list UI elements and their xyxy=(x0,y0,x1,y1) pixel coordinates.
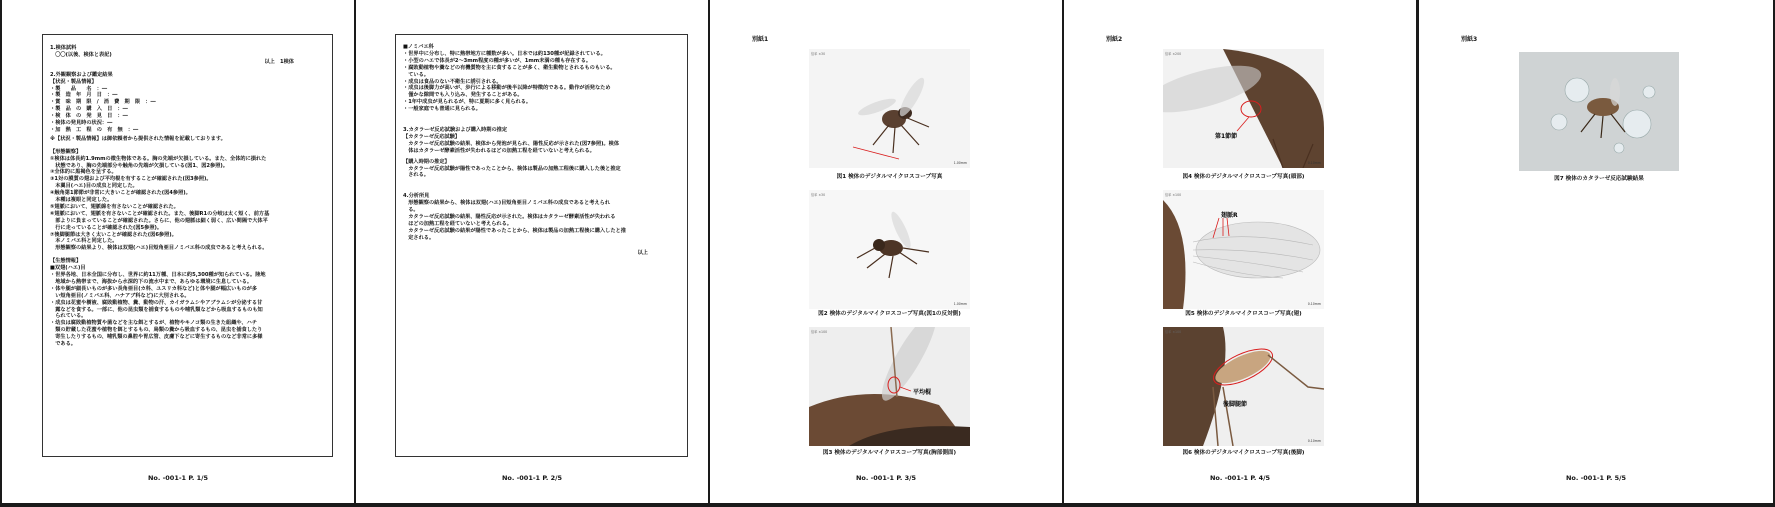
text-line: ・製 品 名 ：― xyxy=(50,85,108,92)
annex-label: 別紙3 xyxy=(1461,36,1478,43)
text-line: 類の貯蔵した花蜜や植物を餌とするもの、鳥類の糞から吸血するもの、昆虫を捕食したり xyxy=(50,327,263,334)
page-1 xyxy=(2,0,354,503)
fly-dorsal-image xyxy=(809,49,970,168)
text-line: カタラーゼ反応試験の結果、陽性反応が示された。検体はカタラーゼ酵素活性が失われる xyxy=(403,214,616,220)
text-line: ・加 熱 工 程 の 有 無 ：― xyxy=(50,126,139,133)
text-line: ①検体は体長約1.9mmの微生物体である。胸の先端が欠損している。また、全体的に損れた xyxy=(50,155,267,162)
text-line: 体はカタラーゼ酵素活性が失われるほどの加熱工程を経ていないと考えられる。 xyxy=(403,147,595,154)
wing-vein-label: 翅脈R xyxy=(1221,212,1238,219)
text-line: ・製 品 の 購 入 日 ：― xyxy=(50,106,128,113)
figure-2-scale-bar: 1.00mm xyxy=(953,302,967,306)
figure-3-photo xyxy=(809,327,970,446)
text-line: 2.外観観察および鑑定結果 xyxy=(50,71,113,78)
text-line: 〇〇(以後、検体と表記) xyxy=(50,51,112,58)
figure-3-caption: 図3 検体のデジタルマイクロスコープ写真(胸部側面) xyxy=(822,450,957,456)
text-line: である。 xyxy=(50,341,76,347)
text-line: ・成虫は花蜜や樹液、腐敗動植物、糞、動物の汗、カイガラムシやアブラムシが分泌する甘 xyxy=(50,299,263,306)
text-line: 形態観察の結果から、検体は双翅(ハエ)目短角亜目ノミバエ科の成虫であると考えられ xyxy=(403,200,611,207)
text-line: ・幼虫は腐敗動植物質や菌などを主な餌とするが、植物やキノコ類の生きた組織や、ハチ xyxy=(50,320,258,327)
text-line: 本種は複眼と同定した。 xyxy=(50,197,113,203)
fly-hind-leg-image xyxy=(1163,327,1324,446)
figure-7-photo xyxy=(1519,52,1679,171)
text-line: 【形態観察】 xyxy=(50,148,82,155)
text-line: カタラーゼ反応試験が陽性であったことから、検体は製品の加熱工程後に購入した後と推定 xyxy=(403,165,621,172)
catalase-test-image xyxy=(1519,52,1679,171)
text-line: ・検 体 の 発 見 日 ：― xyxy=(50,113,128,120)
text-line: ⑥翅脈において、翅脈を有さないことが確認された。また、後脚R1の分岐は太く短く、前方基 xyxy=(50,210,270,217)
text-line: ほどの加熱工程を経ていないと考えられる。 xyxy=(403,220,512,227)
text-line: カタラーゼ反応試験の結果が陽性であったことから、検体は製品の加熱工程後に購入したと推 xyxy=(403,227,626,234)
fly-thorax-side-image xyxy=(809,327,970,446)
text-line: される。 xyxy=(403,172,429,179)
page-4-footer: No. -001-1 P. 4/5 xyxy=(1209,474,1271,482)
text-line: 行に走っていることが確認された(図5参照)。 xyxy=(50,224,163,231)
text-line: 3.カタラーゼ反応試験および購入時期の推定 xyxy=(403,127,508,133)
text-line: 露などを食する。一部に、他の昆虫類を捕食するものや哺乳類などから吸血するものも知 xyxy=(50,306,263,313)
figure-6-caption: 図6 検体のデジタルマイクロスコープ写真(後脚) xyxy=(1182,450,1305,456)
page-5 xyxy=(1419,0,1773,503)
fly-wing-image xyxy=(1163,190,1324,309)
text-line: ■双翅(ハエ)目 xyxy=(50,265,86,272)
text-line: ・1年中成虫が見られるが、特に夏期に多く見られる。 xyxy=(403,99,532,106)
text-line: ・成虫は後脚力が高いが、歩行による移動が後半以降が特徴的である。動作が活発なため xyxy=(403,85,611,92)
text-line: カタラーゼ反応試験の結果、検体から発泡が見られ、陽性反応が示された(図7参照)。検体 xyxy=(403,140,620,147)
page-2 xyxy=(356,0,708,503)
figure-6-magnification: 倍率 ×100 xyxy=(1165,330,1182,334)
figure-6-photo xyxy=(1163,327,1324,446)
halteres-label: 平均棍 xyxy=(913,389,932,396)
text-line: 【カタラーゼ反応試験】 xyxy=(403,133,460,140)
text-line: 定される。 xyxy=(403,234,435,241)
text-line: 以上 xyxy=(637,249,648,256)
text-line: られている。 xyxy=(50,313,87,320)
text-line: ・賞 味 期 限 / 消 費 期 限 ：― xyxy=(50,99,156,106)
text-line: ・世界各地、日本全国に分布し、世界に約11万種、日本に約5,300種が知られている。陸地 xyxy=(50,272,266,278)
figure-5-scale-bar: 0.10mm xyxy=(1307,302,1321,306)
figure-5-caption: 図5 検体のデジタルマイクロスコープ写真(翅) xyxy=(1185,311,1302,317)
text-line: ④触角第1節節が非常に大きいことが確認された(図4参照)。 xyxy=(50,190,191,197)
page-4 xyxy=(1064,0,1416,503)
fly-opposite-side-image xyxy=(809,190,970,309)
text-line: 【購入時期の推定】 xyxy=(403,158,450,165)
fly-head-image xyxy=(1163,49,1324,168)
figure-4-caption: 図4 検体のデジタルマイクロスコープ写真(頭部) xyxy=(1182,174,1305,180)
text-line: 地域から熱帯まで、海抜から水深的下の流水中まで、あらゆる環境に生息している。 xyxy=(50,278,253,285)
text-line: ・腐敗動植物や糞などの有機質物を主に食することが多く、衛生動物とされるものもいる。 xyxy=(403,64,616,71)
text-line: ている。 xyxy=(403,71,429,78)
annex-label: 別紙2 xyxy=(1106,36,1123,43)
text-line: ・世界中に分布し、特に熱帯地方に種数が多い。日本では約130種が記録されている。 xyxy=(403,50,606,57)
text-line: ②全体的に黒褐色を呈する。 xyxy=(50,169,117,176)
figure-1-photo xyxy=(809,49,970,168)
page-2-footer: No. -001-1 P. 2/5 xyxy=(501,474,563,482)
figure-4-scale-bar: 0.10mm xyxy=(1307,161,1321,165)
page-3 xyxy=(710,0,1062,503)
figure-5-photo xyxy=(1163,190,1324,309)
figure-1-scale-bar: 1.00mm xyxy=(953,161,967,165)
figure-2-photo xyxy=(809,190,970,309)
figure-5-magnification: 倍率 ×100 xyxy=(1165,193,1182,197)
text-line: 形態観察の結果より、検体は双翅(ハエ)目短角亜目ノミバエ科の成虫であると考えられる。 xyxy=(50,245,268,252)
figure-1-caption: 図1 検体のデジタルマイクロスコープ写真 xyxy=(836,174,943,180)
text-line: 僅かな隙間でも入り込み、発生することがある。 xyxy=(403,92,523,99)
text-line: ・体や腿が細長いものが多い長角亜目(カ科、ユスリカ科など)と体や腿が幅広いものが多 xyxy=(50,285,258,292)
antenna-segment-label: 第1節節 xyxy=(1215,133,1238,140)
figure-7-caption: 図7 検体のカタラーゼ反応試験結果 xyxy=(1554,176,1644,182)
text-line: 4.分析所見 xyxy=(403,193,430,200)
text-line: い短角亜目(ノミバエ科、ハナアブ科など)に大別される。 xyxy=(50,292,190,299)
figure-1-magnification: 倍率 ×30 xyxy=(811,52,826,56)
page-1-footer: No. -001-1 P. 1/5 xyxy=(147,474,209,482)
text-line: ・一般家庭でも普通に見られる。 xyxy=(403,106,481,113)
text-line: 以上 1検体 xyxy=(264,58,294,65)
text-line: ⑦後脚腿節は大きく太いことが確認された(図6参照)。 xyxy=(50,231,177,238)
text-line: 【状況・製品情報】 xyxy=(50,78,97,85)
figure-2-magnification: 倍率 ×30 xyxy=(811,193,826,197)
text-line: ※【状況・製品情報】は御依頼者から提供された情報を記載しております。 xyxy=(50,135,226,142)
text-line: ・検体の発見時の状況：― xyxy=(50,120,113,126)
text-line: ③1対の膜質の翅および平均棍を有することが確認された(図3参照)。 xyxy=(50,176,212,183)
hind-femur-label: 後脚腿節 xyxy=(1223,401,1248,408)
text-line: る。 xyxy=(403,207,419,214)
text-line: 部よりに負まっていることが確認された。さらに、他の翅脈は細く弱く、広い間隔で大体平 xyxy=(50,217,268,224)
figure-4-photo xyxy=(1163,49,1324,168)
text-line: 本ノミバエ科と同定した。 xyxy=(50,238,118,245)
text-line: ・小型のハエで体長が2～3mm程度の種が多いが、1mm未満の種も存在する。 xyxy=(403,57,592,64)
text-line: 1.検体試料 xyxy=(50,45,77,51)
text-line: ■ノミバエ科 xyxy=(403,44,434,50)
figure-2-caption: 図2 検体のデジタルマイクロスコープ写真(図1の反対側) xyxy=(818,311,961,317)
text-line: ・製 造 年 月 日 ：― xyxy=(50,92,118,99)
figure-4-magnification: 倍率 ×200 xyxy=(1165,52,1182,56)
text-line: ・成虫は食品のない不衛生に誘引される。 xyxy=(403,78,502,85)
page-5-footer: No. -001-1 P. 5/5 xyxy=(1565,474,1627,482)
figure-6-scale-bar: 0.10mm xyxy=(1307,439,1321,443)
text-line: 寄生したりするもの、哺乳類の鼻腔や胃広管、皮膚下などに寄生するものなど非常に多様 xyxy=(50,334,263,341)
page-3-footer: No. -001-1 P. 3/5 xyxy=(855,474,917,482)
annex-label: 別紙1 xyxy=(752,36,769,43)
text-line: 状態であり、胸の先端部分や触角の先端が欠損している(図1、図2参照)。 xyxy=(50,162,228,169)
text-line: 本翼目(ハエ)目の成虫と同定した。 xyxy=(50,183,138,190)
figure-3-magnification: 倍率 ×100 xyxy=(811,330,828,334)
text-line: ⑤翅脈において、翅脈線を有さないことが確認された。 xyxy=(50,203,179,210)
text-line: 【生態情報】 xyxy=(50,258,82,265)
